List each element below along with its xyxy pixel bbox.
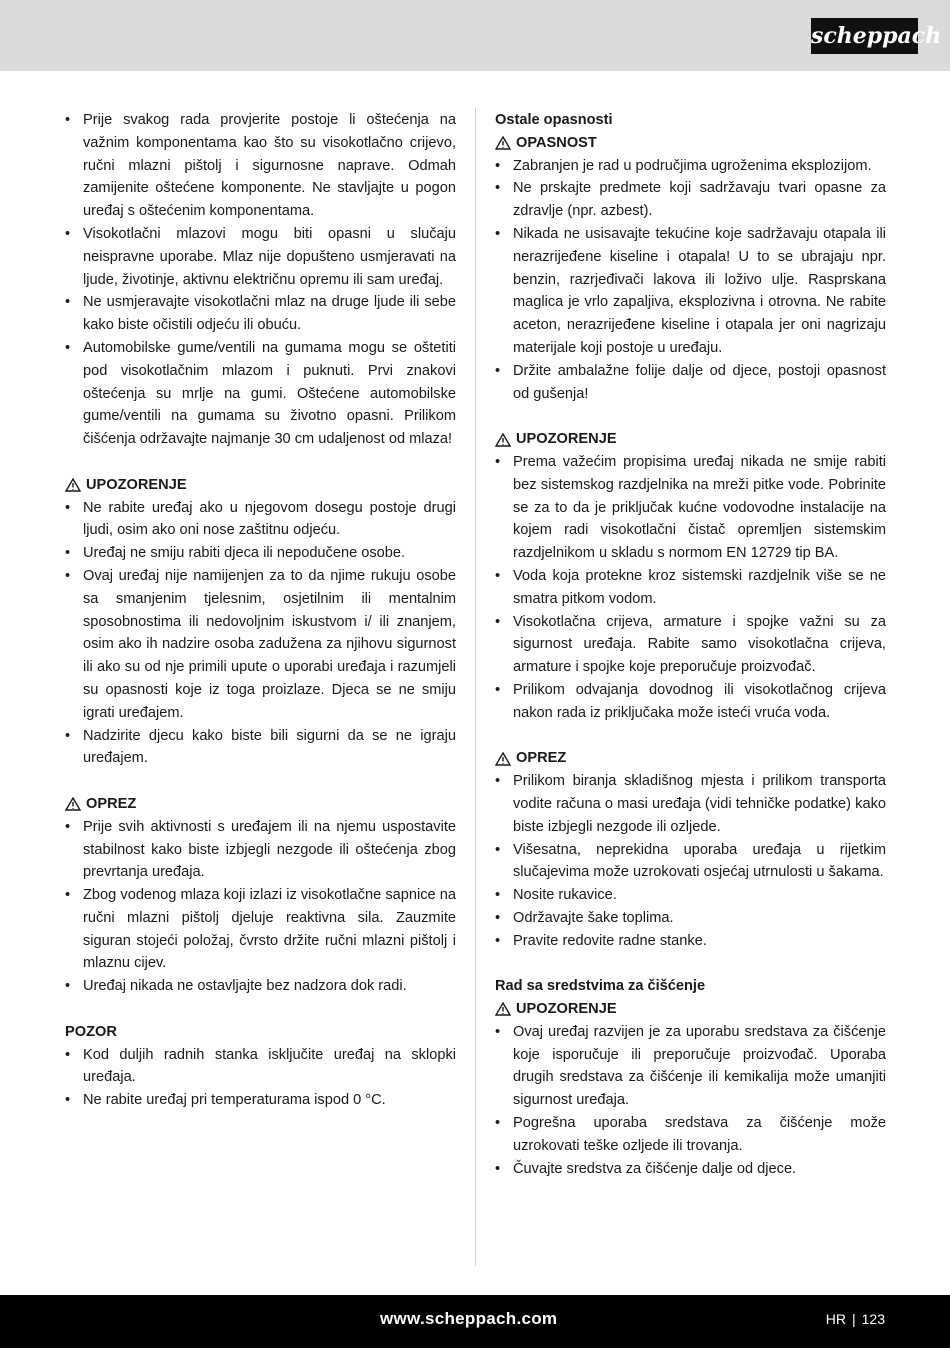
warning-label: UPOZORENJE [516, 431, 617, 448]
section [65, 1021, 456, 1112]
list-item: • Automobilske gume/ventili na gumama mogu se oštetiti pod visokotlačnim mlazom i puknuti. Prvi znakovi oštećenja su mrlje na gumi. Oštećene automobilske gume/ventili na gumama su životno opasni. Prilikom čišćenja održavajte najmanje 30 cm udaljenost od mlaza! [65, 337, 456, 451]
warning-triangle-icon [495, 752, 511, 766]
warning-title [495, 132, 886, 155]
list-item: • Ne prskajte predmete koji sadržavaju tvari opasne za zdravlje (npr. azbest). [495, 177, 886, 223]
separator: | [852, 1311, 856, 1327]
list-item: • Nosite rukavice. [495, 884, 886, 907]
bullet-list [495, 155, 886, 406]
warning-label: UPOZORENJE [86, 476, 187, 493]
warning-label: UPOZORENJE [516, 1001, 617, 1018]
bullet-list [495, 451, 886, 725]
left-column [65, 109, 456, 1135]
list-item: • Čuvajte sredstva za čišćenje dalje od djece. [495, 1158, 886, 1181]
warning-triangle-icon [495, 433, 511, 447]
list-item: • Pravite redovite radne stanke. [495, 930, 886, 953]
section [495, 747, 886, 952]
website-link[interactable]: www.scheppach.com [380, 1309, 558, 1328]
warning-triangle-icon [65, 478, 81, 492]
page-footer [0, 1295, 950, 1348]
warning-title [65, 474, 456, 497]
list-item: • Ne rabite uređaj ako u njegovom dosegu postoje drugi ljudi, osim ako oni nose zaštitnu odjeću. [65, 497, 456, 543]
list-item: • Držite ambalažne folije dalje od djece, postoji opasnost od gušenja! [495, 360, 886, 406]
list-item: • Prilikom biranja skladišnog mjesta i prilikom transporta vodite računa o masi uređaja (vidi tehničke podatke) kako biste izbjegli nezgode ili ozljede. [495, 770, 886, 838]
list-item: • Ovaj uređaj razvijen je za uporabu sredstava za čišćenje koje isporučuje ili preporučuje proizvođač. Uporaba drugih sredstava za čišćenje ili kemikalija može umanjiti sigurnost uređaja. [495, 1021, 886, 1112]
section [495, 109, 886, 132]
section-heading: Rad sa sredstvima za čišćenje [495, 978, 706, 995]
section [65, 109, 456, 451]
list-item: • Voda koja protekne kroz sistemski razdjelnik više se ne smatra pitkom vodom. [495, 565, 886, 611]
warning-label: OPASNOST [516, 134, 597, 151]
section [65, 474, 456, 770]
list-item: • Pogrešna uporaba sredstava za čišćenje može uzrokovati teške ozljede ili trovanja. [495, 1112, 886, 1158]
bullet-list [65, 109, 456, 451]
warning-triangle-icon [495, 1002, 511, 1016]
page-header [0, 0, 950, 71]
bullet-list [65, 1044, 456, 1112]
list-item: • Višesatna, neprekidna uporaba uređaja u rijetkim slučajevima može uzrokovati osjećaj utrnulosti u šakama. [495, 839, 886, 885]
list-item: • Prije svih aktivnosti s uređajem ili na njemu uspostavite stabilnost kako biste izbjegli nezgode ili oštećenja zbog prevrtanja uređaja. [65, 816, 456, 884]
column-divider [475, 108, 476, 1266]
language-code: HR [825, 1311, 846, 1327]
warning-title [65, 793, 456, 816]
warning-title [495, 428, 886, 451]
list-item: • Zbog vodenog mlaza koji izlazi iz visokotlačne sapnice na ručni mlazni pištolj djeluje reaktivna sila. Zauzmite siguran stojeći položaj, čvrsto držite ručni mlazni pištolj i mlaznu cijev. [65, 884, 456, 975]
warning-triangle-icon [495, 136, 511, 150]
list-item: • Nikada ne usisavajte tekućine koje sadržavaju otapala ili nerazrijeđene kiseline i otapala! U to se ubrajaju npr. benzin, razrjeđivači lakova ili loživo ulje. Rasprskana maglica je vrlo zapaljiva, eksplozivna i otrovna. Ne rabite aceton, nerazrijeđene kiseline i otapala jer oni nagrizaju materijale koji postoje u uređaju. [495, 223, 886, 360]
list-item: • Uređaj nikada ne ostavljajte bez nadzora dok radi. [65, 975, 456, 998]
list-item: • Prema važećim propisima uređaj nikada ne smije rabiti bez sistemskog razdjelnika na mreži pitke vode. Pobrinite se za to da je priključak kućne vodovodne instalacije na kojem radi visokotlačni čistač opremljen sistemskim razdjelnikom u skladu s normom EN 12729 tip BA. [495, 451, 886, 565]
warning-title [495, 998, 886, 1021]
list-item: • Ne usmjeravajte visokotlačni mlaz na druge ljude ili sebe kako biste očistili odjeću ili obuću. [65, 291, 456, 337]
list-item: • Visokotlačna crijeva, armature i spojke važni su za sigurnost uređaja. Rabite samo visokotlačna crijeva, armature i spojke koje preporučuje proizvođač. [495, 611, 886, 679]
list-item: • Kod duljih radnih stanka isključite uređaj na sklopki uređaja. [65, 1044, 456, 1090]
section-heading: POZOR [65, 1023, 117, 1040]
list-item: • Ne rabite uređaj pri temperaturama ispod 0 °C. [65, 1089, 456, 1112]
warning-label: OPREZ [86, 795, 137, 812]
section-heading: Ostale opasnosti [495, 112, 613, 128]
section [495, 428, 886, 724]
section [65, 793, 456, 998]
section [495, 132, 886, 406]
warning-title [495, 747, 886, 770]
list-item: • Održavajte šake toplima. [495, 907, 886, 930]
list-item: • Ovaj uređaj nije namijenjen za to da njime rukuju osobe sa smanjenim tjelesnim, osjetilnim ili mentalnim sposobnostima ili nedovoljnim iskustvom i/ ili znanjem, osim ako ih nadzire osoba zadužena za njihovu sigurnost ili ako su od nje primili upute o uporabi uređaja i razumjeli su opasnosti koje iz toga proizlaze. Djeca se ne smiju igrati uređajem. [65, 565, 456, 725]
list-item: • Prilikom odvajanja dovodnog ili visokotlačnog crijeva nakon rada iz priključaka može isteći vruća voda. [495, 679, 886, 725]
warning-label: OPREZ [516, 750, 567, 767]
list-item: • Zabranjen je rad u područjima ugroženima eksplozijom. [495, 155, 886, 178]
section [495, 975, 886, 998]
page-number-box [826, 1311, 885, 1327]
list-item: • Uređaj ne smiju rabiti djeca ili nepodučene osobe. [65, 542, 456, 565]
warning-triangle-icon [65, 797, 81, 811]
bullet-list [495, 1021, 886, 1181]
brand-logo: scheppach [811, 18, 918, 54]
right-column [495, 109, 886, 1203]
section [495, 998, 886, 1180]
list-item: • Nadzirite djecu kako biste bili sigurni da se ne igraju uređajem. [65, 725, 456, 771]
bullet-list [65, 816, 456, 998]
bullet-list [495, 770, 886, 952]
page-number: 123 [861, 1311, 885, 1327]
bullet-list [65, 497, 456, 771]
list-item: • Prije svakog rada provjerite postoje li oštećenja na važnim komponentama kao što su visokotlačno crijevo, ručni mlazni pištolj i sigurnosne naprave. Odmah zamijenite oštećene komponente. Ne stavljajte u pogon uređaj s oštećenim komponentama. [65, 109, 456, 223]
list-item: • Visokotlačni mlazovi mogu biti opasni u slučaju neispravne uporabe. Mlaz nije dopušteno usmjeravati na ljude, životinje, aktivnu električnu opremu ili sam uređaj. [65, 223, 456, 291]
